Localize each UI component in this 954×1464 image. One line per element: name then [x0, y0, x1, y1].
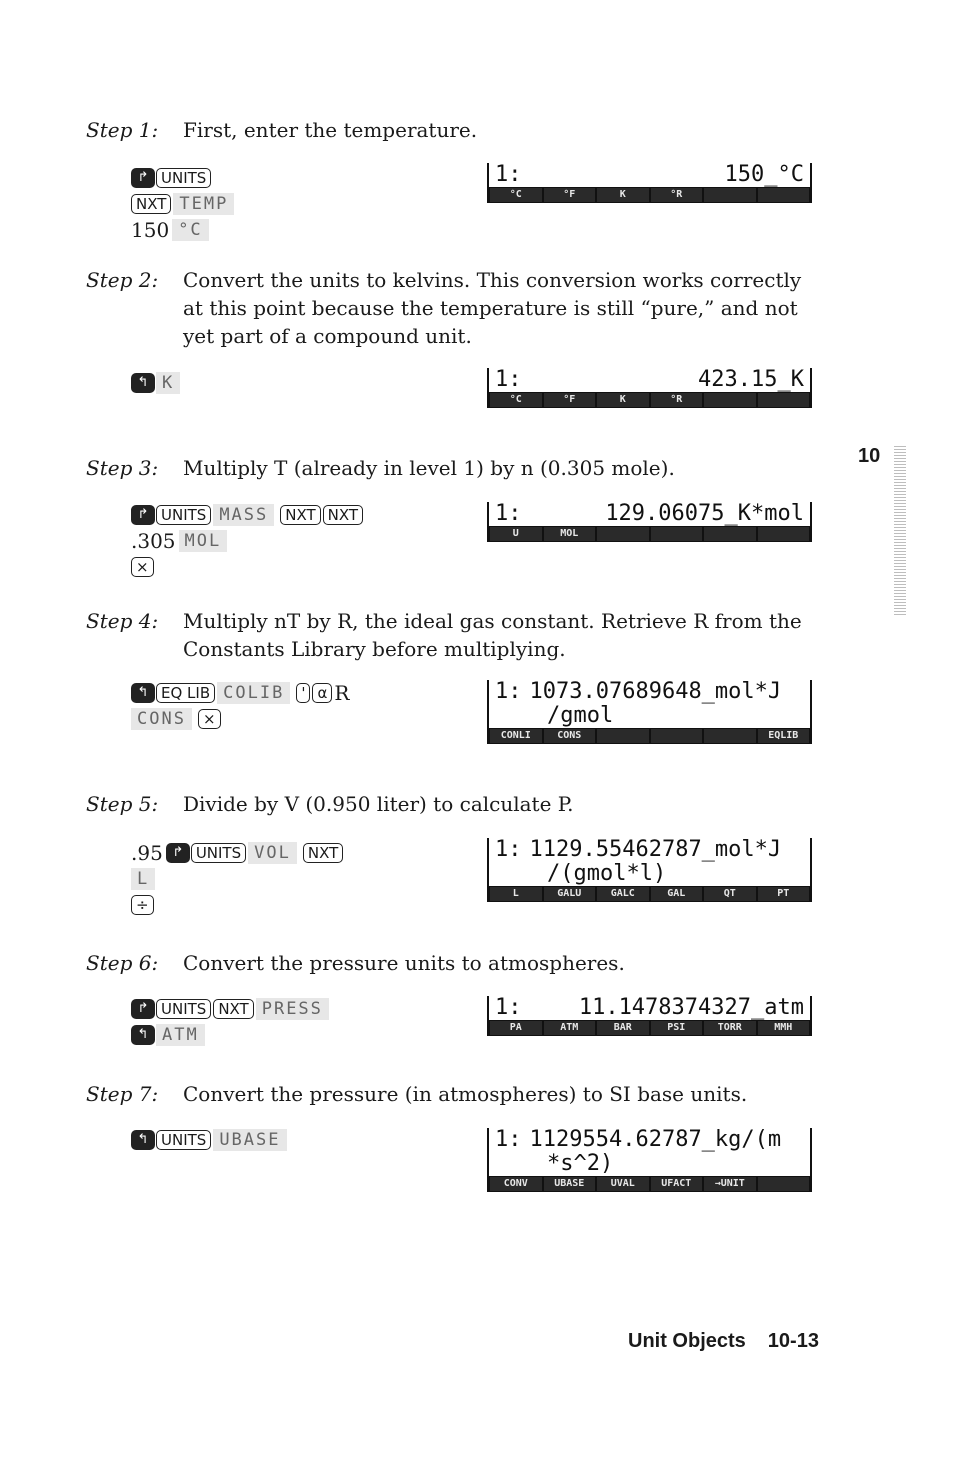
display-stack-line — [489, 163, 810, 187]
calculator-key: UNITS — [156, 1130, 211, 1150]
display-menu-label: °R — [651, 188, 703, 202]
calculator-key: × — [131, 557, 154, 577]
menu-softkey-label: CONS — [131, 708, 192, 730]
page-footer — [628, 1330, 819, 1353]
display-menu-label: TORR — [704, 1021, 756, 1035]
stack-level: 1: — [495, 501, 522, 526]
display-menu-label — [704, 527, 756, 541]
typed-entry: .95 — [131, 840, 163, 865]
footer-title: Unit Objects — [628, 1330, 746, 1352]
calculator-key: × — [198, 709, 221, 729]
step-label: Step 7: — [86, 1082, 159, 1106]
chapter-tab-marker — [894, 445, 906, 615]
keystroke-line — [131, 678, 352, 704]
display-menu-label — [758, 393, 810, 407]
display-menu-bar — [489, 886, 810, 902]
right-shift-key-icon: ↱ — [131, 168, 155, 188]
display-menu-label: L — [490, 887, 542, 901]
right-shift-key-icon: ↱ — [166, 843, 190, 863]
step-5-keys — [131, 838, 345, 916]
display-menu-bar — [489, 728, 810, 744]
stack-value: 129.06075_K*mol — [605, 501, 804, 526]
step-3-display — [487, 502, 812, 542]
left-shift-key-icon: ↰ — [131, 683, 155, 703]
menu-softkey-label: COLIB — [217, 682, 290, 704]
keystroke-line — [131, 864, 345, 890]
step-label: Step 3: — [86, 456, 159, 480]
keystroke-line — [131, 1125, 293, 1151]
step-label: Step 6: — [86, 951, 159, 975]
display-menu-label: PA — [490, 1021, 542, 1035]
menu-softkey-label: L — [131, 868, 155, 890]
display-menu-label — [758, 527, 810, 541]
display-menu-label: °C — [490, 393, 542, 407]
step-4-keys — [131, 678, 352, 730]
stack-value: 1129554.62787_kg/(m — [529, 1127, 782, 1152]
step-text: Multiply T (already in level 1) by n (0.305 mole). — [183, 456, 675, 480]
display-menu-bar — [489, 187, 810, 203]
display-menu-label: CONS — [544, 729, 596, 743]
stack-value: /gmol — [547, 703, 614, 728]
calculator-key: EQ LIB — [156, 683, 215, 703]
menu-softkey-label: ATM — [156, 1024, 205, 1046]
step-1-display — [487, 163, 812, 203]
display-menu-label: QT — [704, 887, 756, 901]
step-label: Step 2: — [86, 268, 159, 292]
stack-level — [495, 1152, 539, 1176]
menu-softkey-label: MOL — [179, 530, 228, 552]
step-7-display — [487, 1128, 812, 1192]
display-stack-line — [489, 862, 810, 886]
display-menu-label: GALC — [597, 887, 649, 901]
typed-entry: 150 — [131, 217, 170, 242]
left-shift-key-icon: ↰ — [131, 1130, 155, 1150]
keystroke-line — [131, 526, 365, 552]
keystroke-line — [131, 163, 240, 189]
display-menu-label: PSI — [651, 1021, 703, 1035]
display-menu-label — [651, 527, 703, 541]
display-menu-bar — [489, 1020, 810, 1036]
chapter-tab-number: 10 — [858, 445, 881, 467]
stack-value: 1129.55462787_mol*J — [529, 837, 782, 862]
stack-level — [495, 862, 539, 886]
keystroke-line — [131, 838, 345, 864]
step-text: Divide by V (0.950 liter) to calculate P. — [183, 792, 574, 816]
display-stack-line — [489, 368, 810, 392]
right-shift-key-icon: ↱ — [131, 505, 155, 525]
stack-value: *s^2) — [547, 1151, 614, 1176]
step-text: First, enter the temperature. — [183, 118, 478, 142]
display-menu-bar — [489, 526, 810, 542]
step-3-keys — [131, 500, 365, 578]
step-label: Step 4: — [86, 609, 159, 633]
right-shift-key-icon: ↱ — [131, 999, 155, 1019]
display-stack-line — [489, 704, 810, 728]
calculator-key: NXT — [131, 194, 171, 214]
typed-entry: .305 — [131, 528, 176, 553]
keystroke-line — [131, 189, 240, 215]
step-5-display — [487, 838, 812, 902]
display-menu-label: CONV — [490, 1177, 542, 1191]
left-shift-key-icon: ↰ — [131, 373, 155, 393]
display-menu-label: BAR — [597, 1021, 649, 1035]
display-menu-label — [704, 729, 756, 743]
display-menu-label — [704, 393, 756, 407]
display-menu-label — [597, 527, 649, 541]
menu-softkey-label: K — [156, 372, 180, 394]
display-stack-line — [489, 680, 810, 704]
display-menu-label — [704, 188, 756, 202]
display-menu-label: UBASE — [544, 1177, 596, 1191]
page-number: 10-13 — [767, 1330, 819, 1352]
stack-level: 1: — [495, 1127, 522, 1152]
step-4-display — [487, 680, 812, 744]
display-menu-label: K — [597, 393, 649, 407]
keystroke-line — [131, 994, 335, 1020]
display-menu-label: °F — [544, 393, 596, 407]
display-menu-label: PT — [758, 887, 810, 901]
display-menu-label — [758, 1177, 810, 1191]
display-menu-label — [651, 729, 703, 743]
display-menu-label: →UNIT — [704, 1177, 756, 1191]
display-menu-label — [597, 729, 649, 743]
step-7-keys — [131, 1125, 293, 1151]
stack-level: 1: — [495, 995, 522, 1020]
step-2-keys — [131, 368, 186, 394]
stack-level — [495, 704, 539, 728]
calculator-key: UNITS — [191, 843, 246, 863]
display-menu-label: CONLI — [490, 729, 542, 743]
display-stack-line — [489, 838, 810, 862]
typed-entry: R — [334, 680, 350, 705]
menu-softkey-label: °C — [172, 219, 208, 241]
stack-value: 1073.07689648_mol*J — [529, 679, 782, 704]
display-stack-line — [489, 1128, 810, 1152]
step-text: Convert the pressure (in atmospheres) to SI base units. — [183, 1082, 748, 1106]
stack-level: 1: — [495, 679, 522, 704]
step-6-display — [487, 996, 812, 1036]
display-menu-label: °R — [651, 393, 703, 407]
display-menu-label: °F — [544, 188, 596, 202]
display-stack-line — [489, 502, 810, 526]
display-menu-bar — [489, 1176, 810, 1192]
calculator-key: α — [312, 683, 332, 703]
keystroke-line — [131, 1020, 335, 1046]
keystroke-line — [131, 368, 186, 394]
display-menu-label — [758, 188, 810, 202]
stack-level: 1: — [495, 367, 522, 392]
step-text: Convert the pressure units to atmospheres. — [183, 951, 625, 975]
step-6-keys — [131, 994, 335, 1046]
menu-softkey-label: UBASE — [213, 1129, 286, 1151]
step-text: Multiply nT by R, the ideal gas constant. Retrieve R from the Constants Library before multiplying. — [183, 609, 802, 661]
calculator-key: UNITS — [156, 999, 211, 1019]
keystroke-line — [131, 500, 365, 526]
step-2-display — [487, 368, 812, 408]
display-menu-label: GAL — [651, 887, 703, 901]
display-menu-label: MMH — [758, 1021, 810, 1035]
display-menu-label: GALU — [544, 887, 596, 901]
keystroke-line — [131, 704, 352, 730]
keystroke-line — [131, 890, 345, 916]
stack-level: 1: — [495, 162, 522, 187]
step-label: Step 1: — [86, 118, 159, 142]
stack-level: 1: — [495, 837, 522, 862]
calculator-key: UNITS — [156, 168, 211, 188]
stack-value: /(gmol*l) — [547, 861, 667, 886]
calculator-key: NXT — [303, 843, 343, 863]
step-text: Convert the units to kelvins. This conversion works correctly at this point because the temperature is still “pure,” and not yet part of a compound unit. — [183, 268, 802, 348]
display-menu-label: MOL — [544, 527, 596, 541]
calculator-key: ÷ — [131, 895, 154, 915]
display-menu-bar — [489, 392, 810, 408]
display-menu-label: EQLIB — [758, 729, 810, 743]
calculator-key: NXT — [213, 999, 253, 1019]
calculator-key: NXT — [280, 505, 320, 525]
keystroke-line — [131, 552, 365, 578]
step-label: Step 5: — [86, 792, 159, 816]
stack-value: 11.1478374327_atm — [578, 995, 804, 1020]
menu-softkey-label: TEMP — [173, 193, 234, 215]
keystroke-line — [131, 215, 240, 241]
display-stack-line — [489, 996, 810, 1020]
menu-softkey-label: VOL — [248, 842, 297, 864]
display-menu-label: U — [490, 527, 542, 541]
display-menu-label: UFACT — [651, 1177, 703, 1191]
display-stack-line — [489, 1152, 810, 1176]
step-1-keys — [131, 163, 240, 241]
menu-softkey-label: PRESS — [256, 998, 329, 1020]
calculator-key: ' — [296, 683, 310, 703]
stack-value: 423.15_K — [698, 367, 804, 392]
display-menu-label: UVAL — [597, 1177, 649, 1191]
menu-softkey-label: MASS — [213, 504, 274, 526]
display-menu-label: °C — [490, 188, 542, 202]
stack-value: 150_°C — [724, 162, 804, 187]
calculator-key: NXT — [323, 505, 363, 525]
calculator-key: UNITS — [156, 505, 211, 525]
left-shift-key-icon: ↰ — [131, 1025, 155, 1045]
display-menu-label: K — [597, 188, 649, 202]
display-menu-label: ATM — [544, 1021, 596, 1035]
